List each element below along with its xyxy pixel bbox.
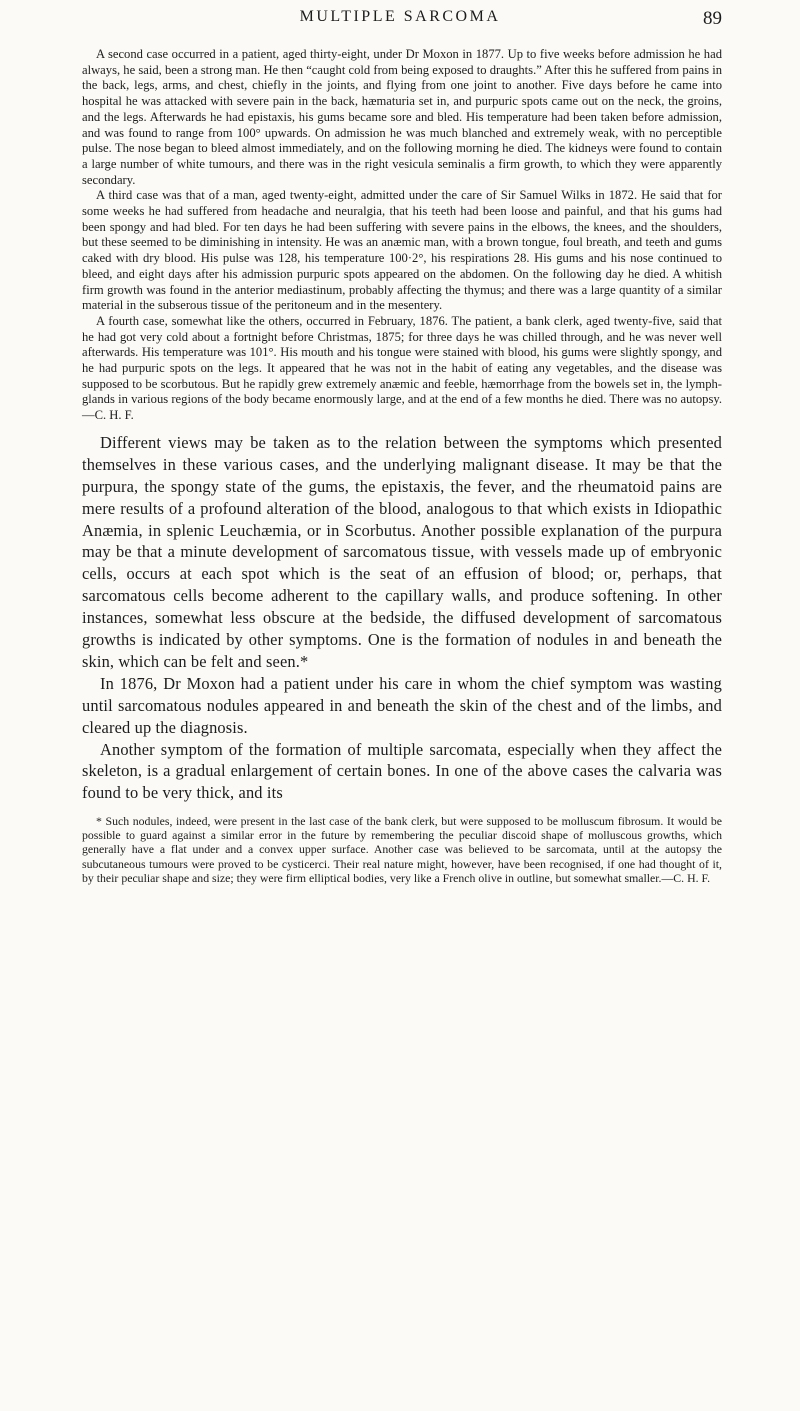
case-paragraph: A third case was that of a man, aged twenty-eight, admitted under the care of Sir Samuel Wilks in 1872. He said that for some weeks he had suffered from headache and neuralgia, that his teeth had been loose and painful, and that his gums had been spongy and had bled. For ten days he had been suffering with severe pains in the elbows, the knees, and the shoulders, but these seemed to be diminishing in intensity. He was an anæmic man, with a brown tongue, foul breath, and teeth and gums caked with dry blood. His pulse was 128, his temperature 100·2°, his respirations 28. His gums and his nose continued to bleed, and eight days after his admission purpuric spots appeared on the abdomen. On the following day he died. A whitish firm growth was found in the anterior mediastinum, probably affecting the thymus; and there was a large quantity of a similar material in the subserous tissue of the peritoneum and in the mesentery.: [82, 188, 722, 313]
body-paragraph: In 1876, Dr Moxon had a patient under his care in whom the chief symptom was wasting until sarcomatous nodules appeared in and beneath the skin of the chest and of the limbs, and cleared up the diagnosis.: [82, 673, 722, 737]
case-paragraph: A fourth case, somewhat like the others, occurred in February, 1876. The patient, a bank clerk, aged twenty-five, said that he had got very cold about a fortnight before Christmas, 1875; for three days he was chilled through, and he was never well afterwards. His temperature was 101°. His mouth and his tongue were stained with blood, his gums were slightly spongy, and he had purpuric spots on the legs. It appeared that he was not in the habit of eating any vegetables, and the disease was supposed to be scorbutous. But he rapidly grew extremely anæmic and feeble, hæmorrhage from the bowels set in, the lymph-glands in various regions of the body became enormously large, and at the end of a few months he died. There was no autopsy.—C. H. F.: [82, 313, 722, 423]
running-head-title: MULTIPLE SARCOMA: [299, 8, 501, 25]
running-head: [0, 8, 800, 36]
body-paragraph: Different views may be taken as to the relation between the symptoms which presented themselves in these various cases, and the underlying malignant disease. It may be that the purpura, the spongy state of the gums, the epistaxis, the fever, and the rheumatoid pains are mere results of a profound alteration of the blood, analogous to that which exists in Idiopathic Anæmia, in splenic Leuchæmia, or in Scorbutus. Another possible explanation of the purpura may be that a minute development of sarcomatous tissue, with vessels made up of embryonic cells, occurs at each spot which is the seat of an effusion of blood; or, perhaps, that sarcomatous cells become adherent to the capillary walls, and produce softening. In other instances, somewhat less obscure at the bedside, the diffused development of sarcomatous growths is indicated by other symptoms. One is the formation of nodules in and beneath the skin, which can be felt and seen.*: [82, 432, 722, 671]
page-number: 89: [703, 8, 722, 29]
footnote: [82, 814, 722, 884]
case-paragraph: A second case occurred in a patient, aged thirty-eight, under Dr Moxon in 1877. Up to five weeks before admission he had always, he said, been a strong man. He then “caught cold from being exposed to draughts.” After this he suffered from pains in the back, legs, arms, and chest, chiefly in the joints, and flying from one joint to another. Five days before he came into hospital he was attacked with severe pain in the back, hæmaturia set in, and purpuric spots came out on the neck, the groins, and the legs. Afterwards he had epistaxis, his gums became sore and bled. His temperature had been taken before admission, and was found to range from 100° upwards. On admission he was much blanched and extremely weak, with no perceptible pulse. The nose began to bleed almost immediately, and on the following morning he died. The kidneys were found to contain a large number of white tumours, and there was in the right vesicula seminalis a firm growth, to which they were apparently secondary.: [82, 47, 722, 187]
main-text: [82, 432, 722, 804]
body-paragraph: Another symptom of the formation of multiple sarcomata, especially when they affect the skeleton, is a gradual enlargement of certain bones. In one of the above cases the calvaria was found to be very thick, and its: [82, 739, 722, 803]
body-text: [82, 47, 722, 885]
case-reports: [82, 47, 722, 424]
footnote-text: * Such nodules, indeed, were present in the last case of the bank clerk, but were supposed to be molluscum fibrosum. It would be possible to guard against a similar error in the future by remembering the peculiar discoid shape of molluscous growths, which generally have a flat under and a convex upper surface. Another case was believed to be sarcomata, until at the autopsy the subcutaneous tumours were proved to be cysticerci. Their real nature might, however, have been recognised, if one had thought of it, by their peculiar shape and size; they were firm elliptical bodies, very like a French olive in outline, but somewhat smaller.—C. H. F.: [82, 814, 722, 885]
